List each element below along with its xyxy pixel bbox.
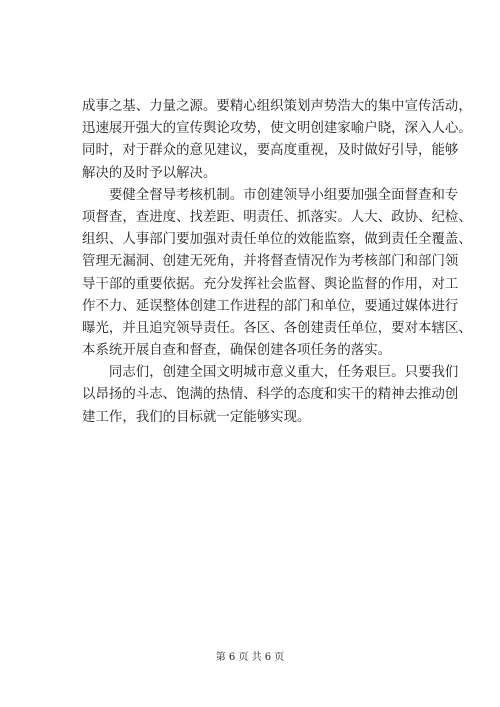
page-footer [0,651,500,665]
text-line: 组织、人事部门要加强对责任单位的效能监察，做到责任全覆盖、 [82,232,472,248]
text-line: 管理无漏洞、创建无死角，并将督查情况作为考核部门和部门领 [82,254,459,270]
text-line: 成事之基、力量之源。要精心组织策划声势浩大的集中宣传活动， [82,99,472,114]
text-line: 以昂扬的斗志、饱满的热情、科学的态度和实干的精神去推动创 [82,387,459,403]
page-number: 第 6 页 共 6 页 [215,652,285,663]
text-line: 项督查，查进度、找差距、明责任、抓落实。人大、政协、纪检、 [82,209,472,225]
text-line: 作不力、延误整体创建工作进程的部门和单位，要通过媒体进行 [82,298,459,314]
text-line: 曝光，并且追究领导责任。各区、各创建责任单位，要对本辖区、 [82,320,472,336]
text-line: 同志们，创建全国文明城市意义重大，任务艰巨。只要我们 [82,365,459,381]
text-line: 解决的及时予以解决。 [82,165,217,181]
text-line: 建工作，我们的目标就一定能够实现。 [82,409,311,425]
text-line: 迅速展开强大的宣传舆论攻势，使文明创建家喻户晓，深入人心。 [82,121,472,137]
text-line: 本系统开展自查和督查，确保创建各项任务的落实。 [82,343,392,359]
text-line: 导干部的重要依据。充分发挥社会监督、舆论监督的作用，对工 [82,276,459,292]
text-line: 同时，对于群众的意见建议，要高度重视，及时做好引导，能够 [82,143,459,159]
text-line: 要健全督导考核机制。市创建领导小组要加强全面督查和专 [82,187,459,203]
body-text [82,96,472,429]
